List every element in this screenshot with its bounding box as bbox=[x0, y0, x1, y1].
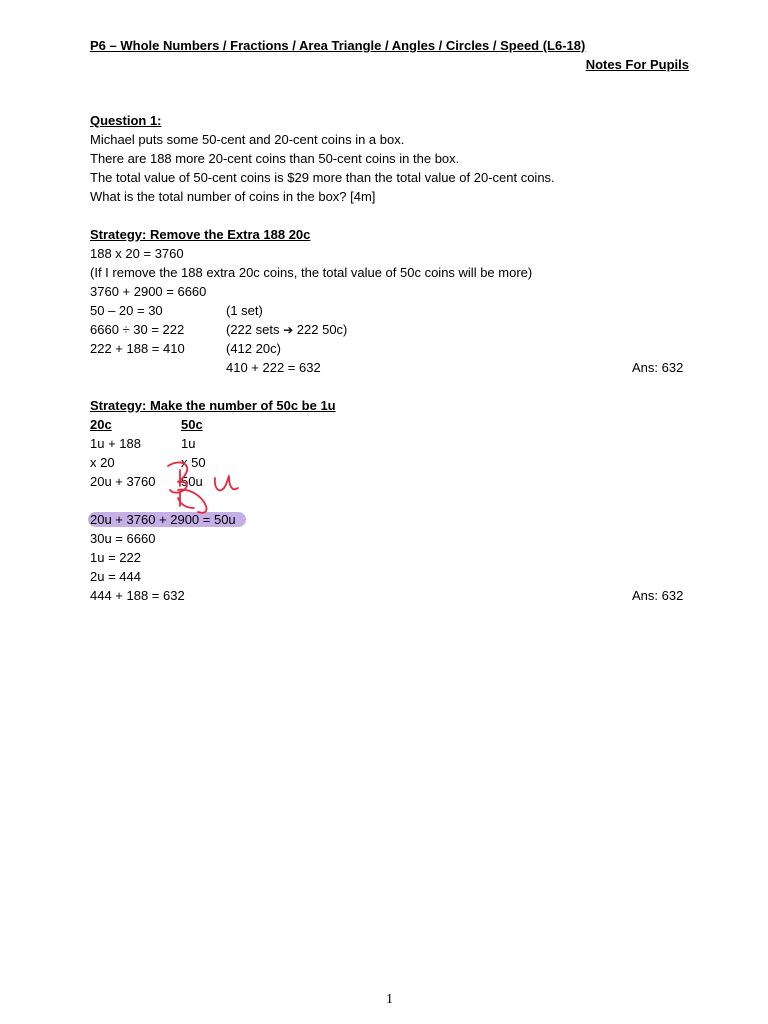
working-line: 50 – 20 = 30 bbox=[90, 303, 163, 318]
question-line: The total value of 50-cent coins is $29 more than the total value of 20-cent coins. bbox=[90, 170, 555, 185]
working-line: 30u = 6660 bbox=[90, 531, 156, 546]
column-header-20c: 20c bbox=[90, 417, 112, 432]
strategy1-heading: Strategy: Remove the Extra 188 20c bbox=[90, 227, 311, 242]
working-line: 410 + 222 = 632 bbox=[226, 360, 321, 375]
working-line: x 50 bbox=[181, 455, 206, 470]
working-line: 2u = 444 bbox=[90, 569, 141, 584]
working-line: 50u bbox=[181, 474, 203, 489]
working-line: 1u = 222 bbox=[90, 550, 141, 565]
document-title: P6 – Whole Numbers / Fractions / Area Triangle / Angles / Circles / Speed (L6-18) bbox=[90, 38, 586, 53]
working-line: 1u + 188 bbox=[90, 436, 141, 451]
answer-label: Ans: 632 bbox=[632, 360, 684, 375]
working-note: (1 set) bbox=[226, 303, 263, 318]
working-line: 6660 ÷ 30 = 222 bbox=[90, 322, 185, 337]
page-number: 1 bbox=[386, 992, 393, 1007]
working-line: 3760 + 2900 = 6660 bbox=[90, 284, 207, 299]
strategy2-heading: Strategy: Make the number of 50c be 1u bbox=[90, 398, 336, 413]
working-line: 20u + 3760 bbox=[90, 474, 156, 489]
working-line: 222 + 188 = 410 bbox=[90, 341, 185, 356]
working-line: x 20 bbox=[90, 455, 115, 470]
working-line: 444 + 188 = 632 bbox=[90, 588, 185, 603]
highlighted-equation-text: 20u + 3760 + 2900 = 50u bbox=[88, 512, 246, 527]
working-line: (If I remove the 188 extra 20c coins, the total value of 50c coins will be more) bbox=[90, 265, 533, 280]
working-note-part: 222 50c) bbox=[296, 322, 348, 337]
question-line: Michael puts some 50-cent and 20-cent coins in a box. bbox=[90, 132, 405, 147]
question-heading: Question 1: bbox=[90, 113, 162, 128]
working-note: (412 20c) bbox=[226, 341, 281, 356]
question-line: There are 188 more 20-cent coins than 50-cent coins in the box. bbox=[90, 151, 460, 166]
working-note-part: (222 sets bbox=[226, 322, 280, 337]
working-line: 188 x 20 = 3760 bbox=[90, 246, 184, 261]
handwritten-stroke bbox=[215, 476, 238, 490]
working-line: 1u bbox=[181, 436, 196, 451]
question-line: What is the total number of coins in the box? [4m] bbox=[90, 189, 376, 204]
working-note bbox=[226, 320, 347, 340]
highlighted-equation bbox=[90, 510, 246, 529]
handwritten-stroke bbox=[178, 498, 194, 508]
column-header-50c: 50c bbox=[181, 417, 203, 432]
arrow-right-icon: ➔ bbox=[283, 323, 294, 337]
document-subtitle: Notes For Pupils bbox=[585, 57, 689, 72]
answer-label: Ans: 632 bbox=[632, 588, 684, 603]
